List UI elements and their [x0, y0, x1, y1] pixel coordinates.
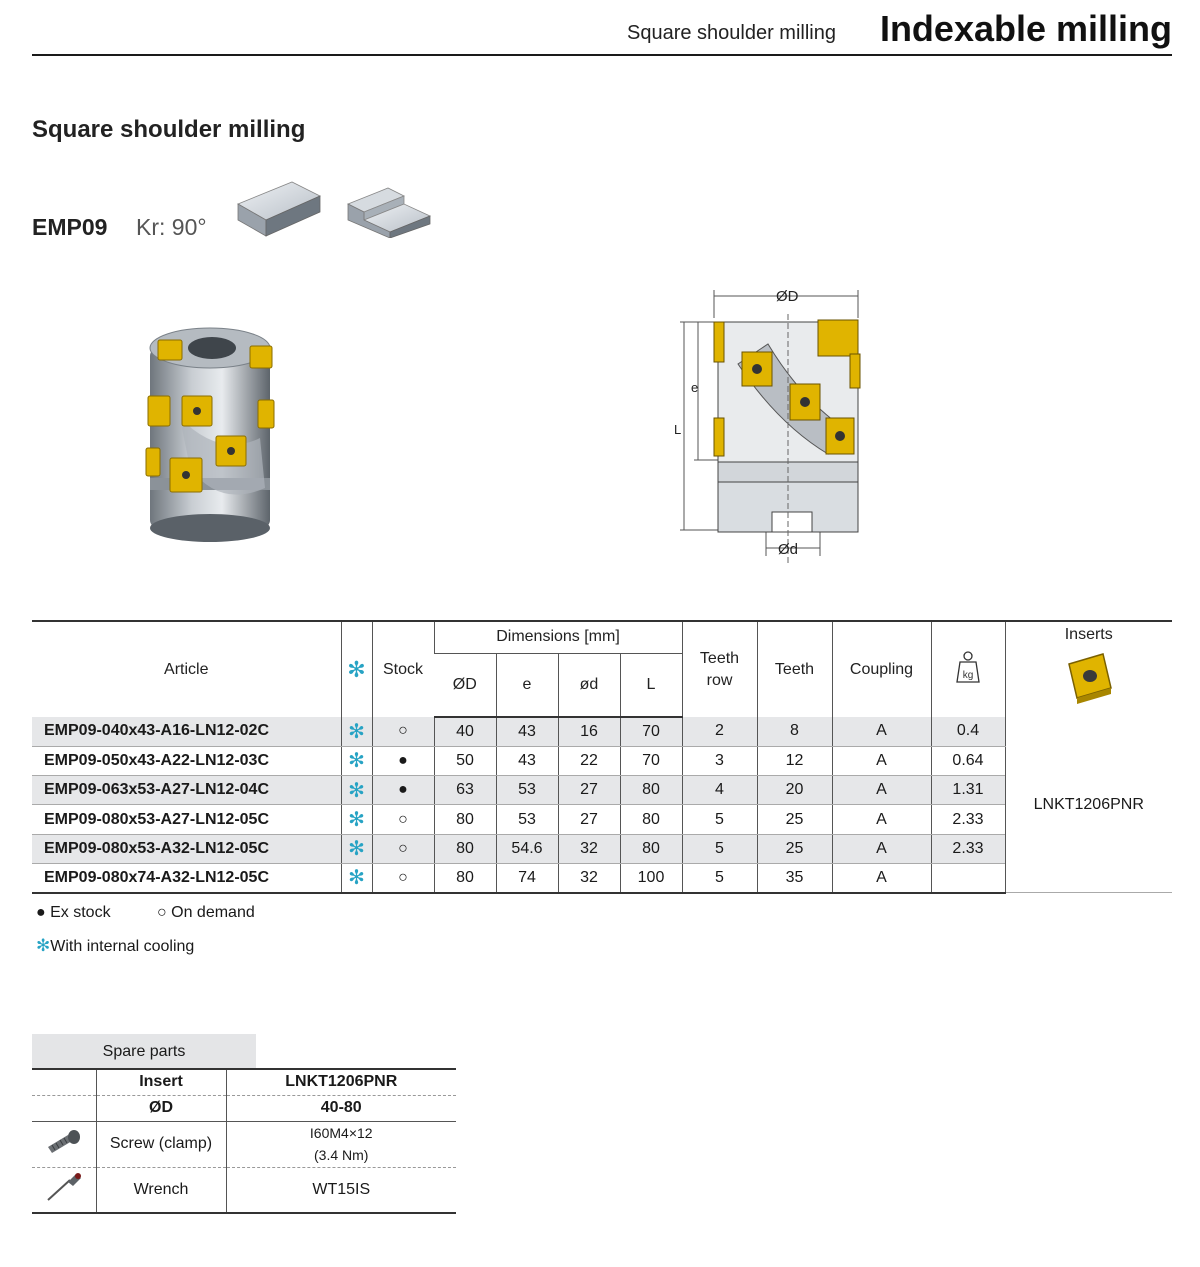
cell-article: EMP09-080x53-A27-LN12-05C [32, 805, 341, 834]
table-row [32, 863, 1172, 892]
cell-stock: ○ [372, 834, 434, 863]
page-header [32, 0, 1172, 56]
table-row [32, 834, 1172, 863]
table-row [32, 805, 1172, 834]
spare-insert-label: Insert [96, 1069, 226, 1095]
table-row [32, 717, 1172, 746]
screw-icon [32, 1121, 96, 1167]
header-teeth-row: Teeth row [682, 621, 757, 717]
spare-screw-value: I60M4×12 [309, 1125, 373, 1141]
cell-article: EMP09-080x53-A32-LN12-05C [32, 834, 341, 863]
spare-parts-tab: Spare parts [32, 1034, 256, 1068]
cell-weight: 2.33 [931, 805, 1005, 834]
technical-drawing [668, 284, 888, 574]
section-title: Square shoulder milling [32, 116, 306, 143]
cell-coupling: A [832, 776, 931, 805]
table-row [32, 1069, 456, 1095]
cell-coupling: A [832, 805, 931, 834]
cell-e: 53 [496, 776, 558, 805]
cell-coupling: A [832, 834, 931, 863]
cell-D: 63 [434, 776, 496, 805]
cell-d: 32 [558, 863, 620, 892]
legend-cooling: With internal cooling [50, 938, 195, 955]
header-teeth: Teeth [757, 621, 832, 717]
snowflake-icon: ✻ [348, 720, 365, 743]
cell-stock: ○ [372, 805, 434, 834]
cell-e: 53 [496, 805, 558, 834]
kr-angle: Kr: 90° [136, 214, 207, 240]
snowflake-icon: ✻ [348, 867, 365, 890]
cell-cooling [341, 834, 372, 863]
spare-D-value: 40-80 [226, 1095, 456, 1121]
table-row [32, 746, 1172, 775]
cell-stock: ○ [372, 863, 434, 892]
header-d: ød [558, 653, 620, 717]
table-row [32, 776, 1172, 805]
cell-teeth-row: 5 [682, 805, 757, 834]
table-row [32, 1095, 456, 1121]
header-cooling [341, 621, 372, 717]
cell-e: 43 [496, 746, 558, 775]
milling-cutter-photo [140, 318, 280, 548]
shoulder-milling-block-icon [344, 176, 434, 238]
cell-stock: ● [372, 776, 434, 805]
cooling-legend [36, 936, 194, 956]
drawing-label-e: e [691, 380, 699, 395]
cell-teeth-row: 2 [682, 717, 757, 746]
cell-weight: 0.4 [931, 717, 1005, 746]
cell-D: 40 [434, 717, 496, 746]
drawing-label-d: Ød [778, 541, 799, 558]
snowflake-icon: ✻ [347, 656, 366, 682]
cell-teeth-row: 4 [682, 776, 757, 805]
cell-cooling [341, 805, 372, 834]
cell-weight: 1.31 [931, 776, 1005, 805]
cell-teeth: 20 [757, 776, 832, 805]
legend-on-demand: ○ On demand [157, 904, 255, 921]
header-inserts: Inserts [1005, 621, 1172, 717]
cell-L: 80 [620, 834, 682, 863]
header-weight [931, 621, 1005, 717]
cell-weight: 0.64 [931, 746, 1005, 775]
spare-screw-label: Screw (clamp) [96, 1121, 226, 1167]
header-subtitle: Square shoulder milling [626, 22, 836, 44]
snowflake-icon: ✻ [348, 750, 365, 773]
cell-teeth-row: 3 [682, 746, 757, 775]
header-article: Article [32, 621, 341, 717]
cell-D: 50 [434, 746, 496, 775]
snowflake-icon: ✻ [348, 838, 365, 861]
spare-wrench-label: Wrench [96, 1167, 226, 1213]
svg-text:kg: kg [962, 670, 974, 681]
spare-parts-table [32, 1068, 456, 1214]
cell-e: 74 [496, 863, 558, 892]
cell-d: 27 [558, 805, 620, 834]
table-row [32, 1121, 456, 1167]
cell-D: 80 [434, 834, 496, 863]
cell-teeth: 35 [757, 863, 832, 892]
face-milling-block-icon [234, 176, 324, 238]
cell-cooling [341, 863, 372, 892]
cell-L: 70 [620, 746, 682, 775]
cell-cooling [341, 717, 372, 746]
article-table [32, 620, 1172, 894]
cell-teeth: 8 [757, 717, 832, 746]
legend-ex-stock: ● Ex stock [36, 904, 111, 921]
cell-stock: ● [372, 746, 434, 775]
cell-article: EMP09-063x53-A27-LN12-04C [32, 776, 341, 805]
cell-teeth: 12 [757, 746, 832, 775]
model-name: EMP09 [32, 214, 108, 240]
cell-article: EMP09-040x43-A16-LN12-02C [32, 717, 341, 746]
cell-L: 100 [620, 863, 682, 892]
wrench-icon [32, 1167, 96, 1213]
header-title: Indexable milling [879, 8, 1172, 49]
spare-screw-torque: (3.4 Nm) [314, 1147, 369, 1163]
cell-cooling [341, 746, 372, 775]
cell-d: 16 [558, 717, 620, 746]
cell-teeth: 25 [757, 805, 832, 834]
header-D: ØD [434, 653, 496, 717]
cell-D: 80 [434, 863, 496, 892]
spare-insert-value: LNKT1206PNR [226, 1069, 456, 1095]
header-stock: Stock [372, 621, 434, 717]
drawing-label-D: ØD [776, 288, 799, 305]
header-L: L [620, 653, 682, 717]
table-row [32, 1167, 456, 1213]
cell-weight [931, 863, 1005, 892]
cell-d: 27 [558, 776, 620, 805]
cell-teeth-row: 5 [682, 863, 757, 892]
weight-icon [956, 650, 980, 684]
cell-coupling: A [832, 717, 931, 746]
cell-teeth-row: 5 [682, 834, 757, 863]
snowflake-icon: ✻ [348, 779, 365, 802]
cell-d: 22 [558, 746, 620, 775]
spare-D-label: ØD [96, 1095, 226, 1121]
spare-wrench-value: WT15IS [226, 1167, 456, 1213]
header-coupling: Coupling [832, 621, 931, 717]
header-dimensions: Dimensions [mm] [434, 621, 682, 653]
cell-teeth: 25 [757, 834, 832, 863]
cell-e: 43 [496, 717, 558, 746]
cell-insert: LNKT1206PNR [1005, 717, 1172, 893]
cell-L: 70 [620, 717, 682, 746]
cell-d: 32 [558, 834, 620, 863]
drawing-label-L: L [674, 422, 682, 437]
cell-weight: 2.33 [931, 834, 1005, 863]
header-e: e [496, 653, 558, 717]
snowflake-icon: ✻ [348, 809, 365, 832]
cell-L: 80 [620, 776, 682, 805]
cell-article: EMP09-050x43-A22-LN12-03C [32, 746, 341, 775]
cell-e: 54.6 [496, 834, 558, 863]
cell-coupling: A [832, 746, 931, 775]
snowflake-icon: ✻ [36, 936, 51, 955]
cell-cooling [341, 776, 372, 805]
cell-L: 80 [620, 805, 682, 834]
stock-legend [36, 904, 297, 922]
cell-article: EMP09-080x74-A32-LN12-05C [32, 863, 341, 892]
insert-icon [1063, 650, 1115, 704]
cell-D: 80 [434, 805, 496, 834]
cell-coupling: A [832, 863, 931, 892]
cell-stock: ○ [372, 717, 434, 746]
